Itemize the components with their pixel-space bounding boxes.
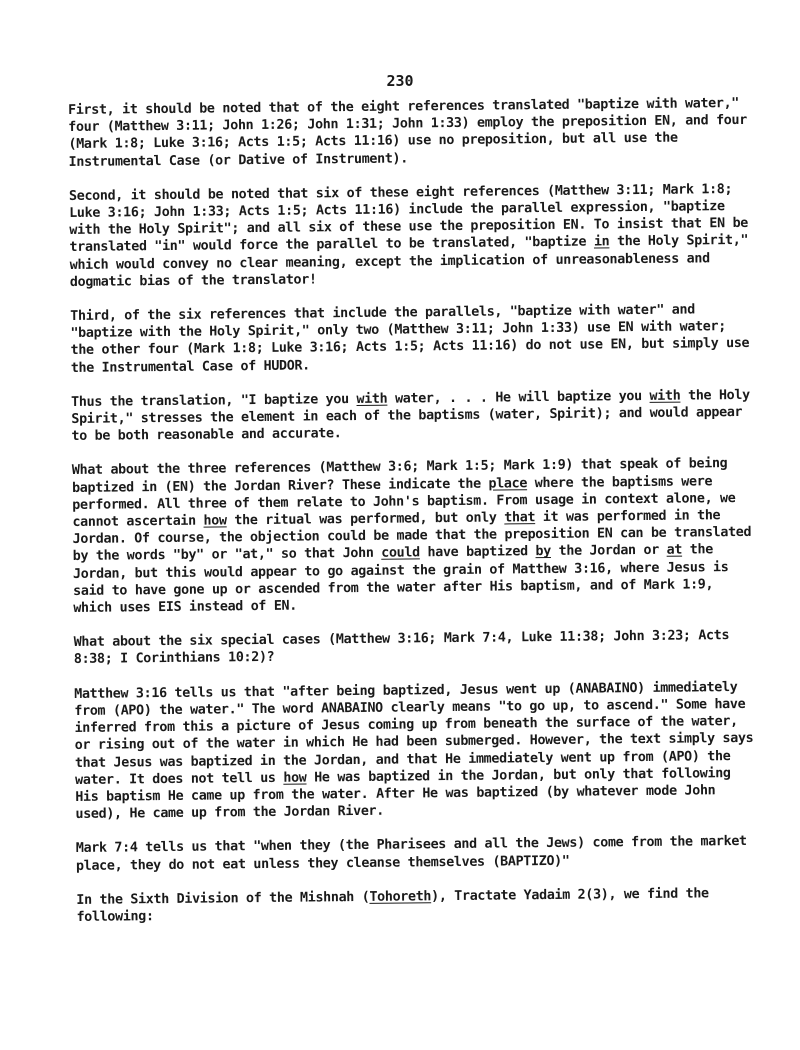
body-text [68, 95, 757, 943]
text-segment: First, it should be noted that of the eight references translated "baptize with water," four (Matthew 3:11; John 1:26; John 1:31; John 1:33) employ the preposition EN, and four (Mark 1:8; Luke 3:16; Acts 1:5; Acts 11:16) use no preposition, but all use the Instrumental Case (or Dative of Instrument). [68, 95, 747, 170]
text-segment: Thus the translation, "I baptize you [71, 391, 357, 410]
paragraph-p3 [70, 301, 751, 377]
underlined-word: in [593, 234, 610, 250]
underlined-word: Tohoreth [369, 888, 432, 905]
underlined-word: how [283, 770, 307, 786]
paragraph-p6 [74, 627, 754, 669]
underlined-word: how [203, 513, 227, 529]
paragraph-p5 [72, 455, 754, 617]
text-segment: What about the six special cases (Matthew 3:16; Mark 7:4, Luke 11:38; John 3:23; Acts 8:38; I Corinthians 10:2)? [73, 628, 730, 668]
page-number: 230 [386, 72, 414, 90]
underlined-word: by [535, 544, 551, 560]
text-segment: the Holy Spirit," stresses the element in each of the baptisms (water, Spirit); and would appear to be both reasonable and accurate. [71, 387, 750, 445]
text-segment: Second, it should be noted that six of these eight references (Matthew 3:11; Mark 1:8; Luke 3:16; John 1:33; Acts 1:5; Acts 11:16) include the parallel expression, "baptize with the Holy Spirit"; and all six of these use the preposition EN. To insist that EN be translated "in" would force the parallel to be translated, "baptize [68, 181, 749, 256]
underlined-word: that [504, 510, 536, 526]
underlined-word: at [666, 543, 683, 559]
paragraph-p1 [68, 95, 749, 171]
text-segment: What about the three references (Matthew 3:6; Mark 1:5; Mark 1:9) that speak of being baptized in (EN) the Jordan River? These indicate the [71, 456, 728, 496]
text-segment: the Jordan, but this would appear to go against the grain of Matthew 3:16, where Jesus is said to have gone up or ascended from the water after His baptism, and of Mark 1:9, which uses EIS instead of EN. [72, 542, 729, 617]
text-segment: ), Tractate Yadaim 2(3), we find the following: [76, 886, 709, 925]
text-segment: it was performed in the Jordan. Of course, the objection could be made that the preposition EN can be translated by the words "by" or "at," so that John [72, 508, 752, 565]
text-segment: Third, of the six references that include the parallels, "baptize with water" and "baptize with the Holy Spirit," only two (Matthew 3:11; John 1:33) use EN with water; the other four (Mark 1:8; Luke 3:16; Acts 1:5; Acts 11:16) do not use EN, but simply use the Instrumental Case of HUDOR. [70, 302, 750, 376]
underlined-word: place [488, 475, 528, 492]
text-segment: the ritual was performed, but only [226, 510, 505, 529]
paragraph-p2 [69, 181, 750, 291]
text-segment: the Jordan or [550, 543, 667, 560]
text-segment: Mark 7:4 tells us that "when they (the Pharisees and all the Jews) come from the market place, they do not eat unless they cleanse themselves (BAPTIZO)" [75, 834, 747, 874]
text-segment: Matthew 3:16 tells us that "after being baptized, Jesus went up (ANABAINO) immediately from (APO) the water." The word ANABAINO clearly means "to go up, to ascend." Some have inferred from this a picture of Jesus coming up from beneath the surface of the water, or rising out of the water in which He had been submerged. However, the text simply says that Jesus was baptized in the Jordan, and that He immediately went up from (APO) the water. It does not tell us [74, 679, 754, 788]
paragraph-p4 [71, 387, 752, 446]
text-segment: where the baptisms were performed. All three of them relate to John's baptism. From usage in context alone, we cannot ascertain [72, 473, 736, 531]
text-segment: In the Sixth Division of the Mishnah ( [76, 889, 370, 908]
paragraph-p9 [76, 885, 756, 927]
text-segment: He was baptized in the Jordan, but only that following His baptism He came up from the water. After He was baptized (by whatever mode John used), He came up from the Jordan River. [75, 765, 731, 823]
paragraph-p8 [76, 833, 756, 875]
underlined-word: with [356, 391, 388, 407]
paragraph-p7 [74, 679, 755, 824]
text-segment: have baptized [419, 544, 536, 561]
text-segment: water, . . . He will baptize you [387, 388, 650, 407]
underlined-word: could [381, 545, 420, 562]
underlined-word: with [649, 388, 681, 404]
text-segment: the Holy Spirit," which would convey no clear meaning, except the implication of unreasonableness and dogmatic bias of the translator! [69, 233, 749, 290]
